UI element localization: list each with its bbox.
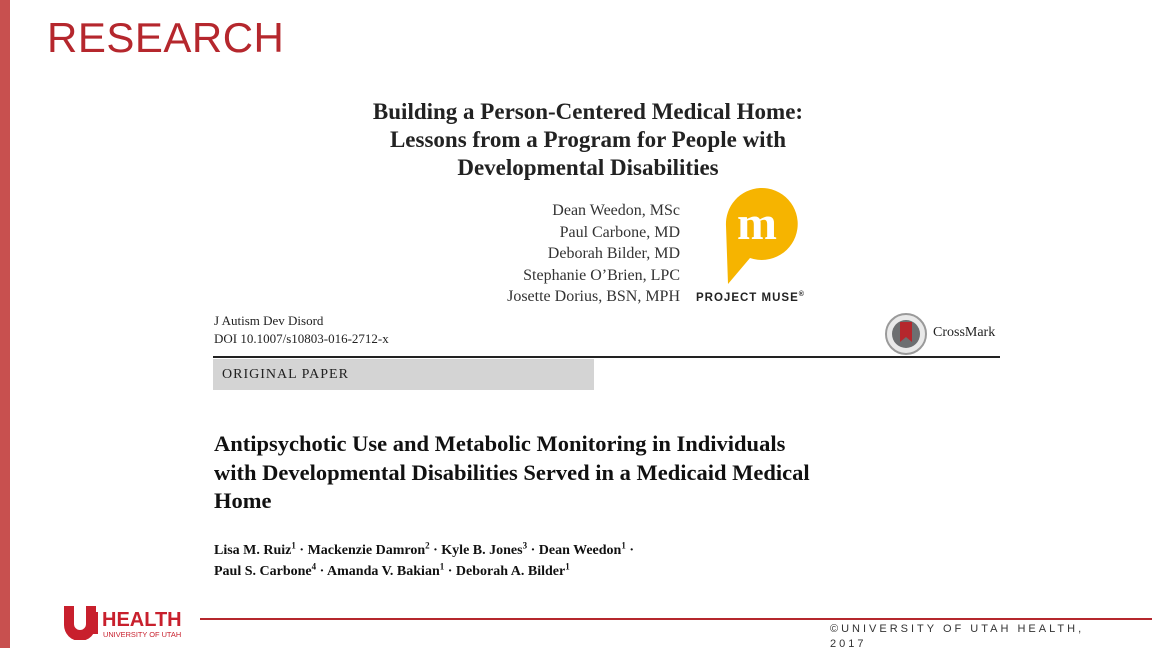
crossmark-label: CrossMark — [933, 325, 996, 340]
author-name: Mackenzie Damron — [307, 543, 426, 558]
section-label: ORIGINAL PAPER — [213, 359, 594, 390]
author-affiliation: 1 — [621, 540, 626, 551]
paper1-title-line: Building a Person-Centered Medical Home: — [372, 99, 804, 124]
crossmark-badge — [884, 312, 1002, 356]
author-affiliation: 1 — [439, 561, 445, 572]
crossmark-icon — [884, 312, 928, 356]
author-separator: · — [530, 543, 536, 558]
paper2-title-line: Home — [214, 488, 272, 513]
paper2-authors-line — [214, 561, 774, 582]
muse-logo-letter: m — [737, 197, 777, 250]
paper1-authors — [470, 200, 680, 308]
author-name: Amanda V. Bakian — [327, 564, 440, 579]
author-affiliation: 1 — [291, 540, 296, 551]
paper1-author: Dean Weedon, MSc — [552, 202, 680, 219]
project-muse-text: PROJECT MUSE — [696, 291, 799, 304]
paper1-title-line: Lessons from a Program for People with — [389, 127, 787, 152]
author-name: Paul S. Carbone — [214, 564, 312, 579]
paper1-author: Paul Carbone, MD — [559, 223, 680, 241]
paper1-author: Deborah Bilder, MD — [547, 245, 680, 262]
footer-rule — [200, 618, 1152, 620]
copyright-line: 2017 — [830, 638, 867, 650]
university-of-utah-health-logo-icon — [62, 604, 192, 640]
author-name: Kyle B. Jones — [441, 543, 523, 558]
author-separator: · — [447, 564, 453, 579]
slide-title: RESEARCH — [47, 14, 285, 61]
paper2-title — [214, 430, 934, 516]
project-muse-registered: ® — [798, 291, 805, 298]
copyright-line: ©UNIVERSITY OF UTAH HEALTH, — [830, 623, 1085, 635]
project-muse-logo-icon — [722, 186, 798, 286]
paper2-title-line: with Developmental Disabilities Served in a Medicaid Medical — [214, 459, 810, 485]
paper1-title — [330, 98, 846, 182]
author-separator: · — [433, 543, 438, 558]
left-accent-bar — [0, 0, 10, 648]
author-affiliation: 1 — [565, 561, 570, 572]
paper1-author: Stephanie O’Brien, LPC — [523, 266, 680, 284]
journal-name: J Autism Dev Disord — [214, 313, 324, 328]
author-name: Lisa M. Ruiz — [214, 543, 292, 558]
author-name: Deborah A. Bilder — [455, 564, 566, 579]
author-affiliation: 3 — [522, 540, 528, 551]
doi: DOI 10.1007/s10803-016-2712-x — [214, 331, 389, 346]
author-name: Dean Weedon — [538, 543, 622, 558]
author-affiliation: 4 — [311, 561, 317, 572]
paper2-title-line: Antipsychotic Use and Metabolic Monitoring in Individuals — [214, 431, 786, 456]
author-separator: · — [299, 543, 305, 558]
project-muse-label — [696, 291, 805, 304]
logo-university-text: UNIVERSITY OF UTAH — [103, 630, 182, 639]
paper1-title-line: Developmental Disabilities — [457, 155, 719, 180]
header-rule — [213, 356, 1000, 358]
paper2-authors-line — [214, 540, 774, 561]
author-separator: · — [319, 564, 325, 579]
paper1-author: Josette Dorius, BSN, MPH — [507, 288, 680, 305]
author-affiliation: 2 — [425, 540, 430, 551]
logo-health-text: HEALTH — [102, 609, 182, 631]
paper2-authors — [214, 540, 774, 582]
author-separator: · — [629, 543, 635, 558]
